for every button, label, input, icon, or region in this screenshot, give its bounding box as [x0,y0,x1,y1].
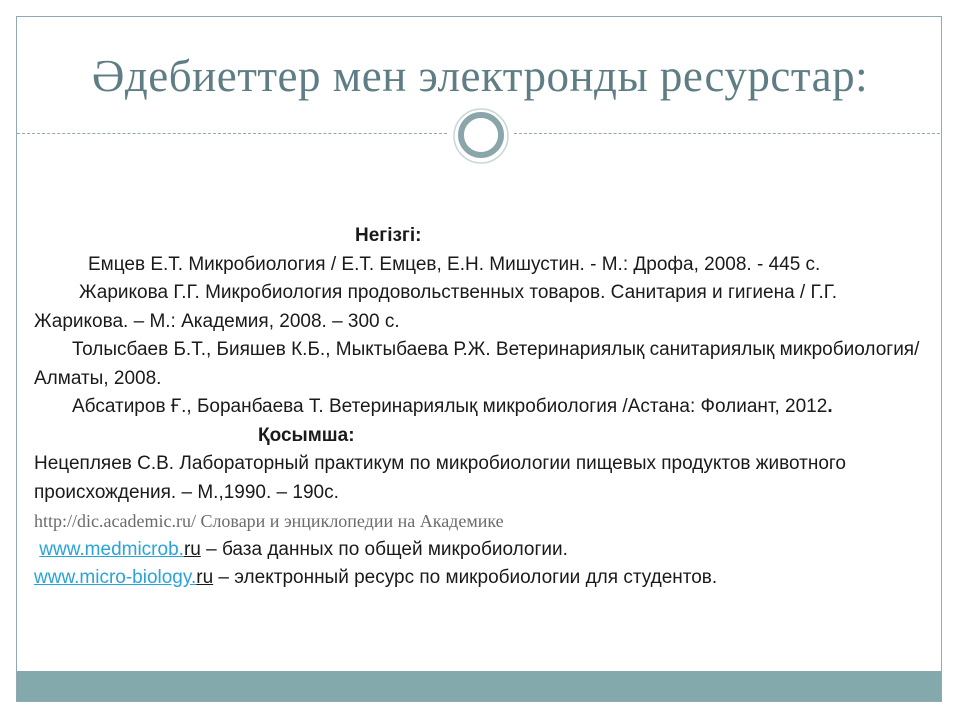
ring-ornament-icon [444,103,516,167]
micro-biology-link-tld[interactable]: ru [196,567,214,588]
title-divider-left [17,133,447,134]
title-divider-right [514,133,940,134]
medmicrob-line [34,536,924,565]
reference-2: Жарикова Г.Г. Микробиология продовольственных товаров. Санитария и гигиена / Г.Г. Жарикова. – М.: Академия, 2008. – 300 с. [34,282,837,332]
academic-url-line: http://dic.academic.ru/ Словари и энциклопедии на Академике [34,511,504,531]
additional-reference-1: Нецепляев С.В. Лабораторный практикум по микробиологии пищевых продуктов животного происхождения. – М.,1990. – 190с. [34,453,846,503]
reference-4 [34,393,924,450]
slide-title: Әдебиеттер мен электронды ресурстар: [91,51,869,101]
medmicrob-link[interactable]: www.medmicrob. [39,538,184,560]
additional-references-heading: Қосымша: [258,424,355,446]
medmicrob-link-tld[interactable]: ru [183,538,201,560]
micro-biology-description: – электронный ресурс по микробиологии для студентов. [213,567,718,588]
micro-biology-link[interactable]: www.micro-biology. [34,567,197,588]
medmicrob-description: – база данных по общей микробиологии. [200,538,568,560]
reference-4-text: Абсатиров Ғ., Боранбаева Т. Ветеринариялық микробиология /Астана: Фолиант, 2012 [72,396,828,417]
reference-3: Толысбаев Б.Т., Бияшев К.Б., Мыктыбаева Р.Ж. Ветеринариялық санитариялық микробиология/ Алматы, 2008. [34,339,920,389]
reference-4-end: . [827,396,833,417]
main-references-heading: Негізгі: [355,225,422,246]
footer-accent-bar [17,671,941,701]
references-body [34,222,924,593]
reference-1: Емцев Е.Т. Микробиология / Е.Т. Емцев, Е.Н. Мишустин. - М.: Дрофа, 2008. - 445 с. [88,253,821,275]
micro-biology-line [34,564,924,593]
